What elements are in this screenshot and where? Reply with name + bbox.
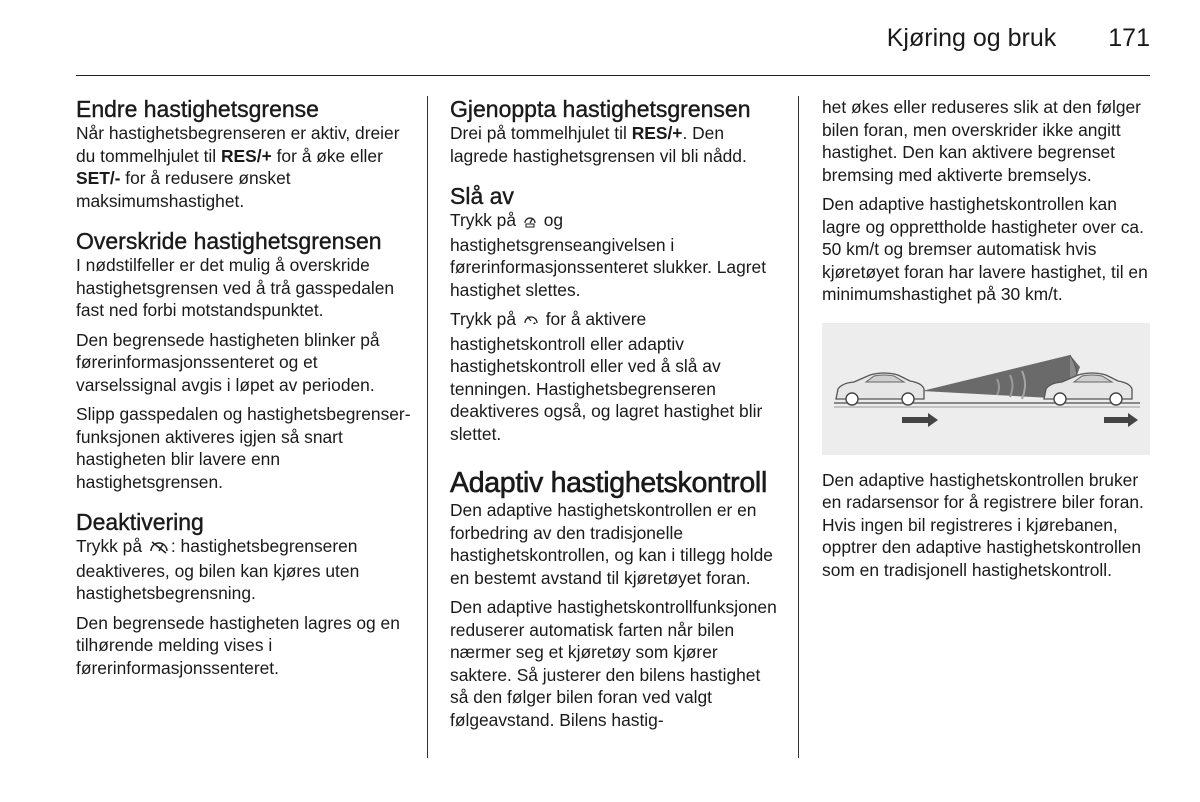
paragraph-sla-av-1 (450, 209, 780, 301)
column-left (76, 96, 412, 686)
res-label: RES/+ (220, 145, 272, 166)
paragraph-sla-av-2 (450, 308, 780, 445)
paragraph-overskride-3: Slipp gasspedalen og hastighetsbegrenser-funksjonen aktiveres igjen så snart hastigheten blir lavere enn hastighetsgrensen. (76, 404, 411, 492)
paragraph-deaktivering-2: Den begrensede hastigheten lagres og en tilhørende melding vises i førerinformasjonssenteret. (76, 612, 400, 678)
text: for å aktivere hastighetskontroll eller adaptiv hastighetskontroll eller ved å slå av tenningen. Hastighetsbegrenseren deaktiveres også, og lagret hastighet blir slettet. (450, 309, 763, 444)
speed-limiter-small-icon (523, 211, 537, 234)
heading-sla-av: Slå av (450, 183, 514, 209)
text: Trykk på (450, 210, 521, 230)
direction-arrow-icon (1104, 413, 1138, 427)
direction-arrow-icon (902, 413, 938, 427)
paragraph-gjenoppta (450, 122, 780, 167)
column-middle (450, 96, 780, 738)
text: for å øke eller (271, 145, 383, 166)
paragraph-overskride-2: Den begrensede hastigheten blinker på førerinformasjonssenteret og et varselssignal avgis i løpet av perioden. (76, 329, 380, 395)
own-car-icon (836, 373, 924, 405)
page-header (887, 24, 1150, 53)
heading-adaptiv-hastighetskontroll: Adaptiv hastighetskontroll (450, 467, 767, 499)
heading-endre-hastighetsgrense: Endre hastighetsgrense (76, 96, 319, 122)
paragraph-right-2: Den adaptive hastighetskontrollen kan lagre og opprettholde hastigheter over ca. 50 km/t og bremser automatisk hvis kjøretøyet foran har lavere hastighet, til en minimumshastighet på 30 km/t. (822, 194, 1148, 304)
text: . Den lagrede hastighetsgrensen vil bli nådd. (450, 123, 747, 166)
text: Drei på tommelhjulet til (450, 123, 632, 143)
heading-gjenoppta: Gjenoppta hastighetsgrensen (450, 96, 751, 122)
paragraph-right-3: Den adaptive hastighetskontrollen bruker en radarsensor for å registrere biler foran. Hvis ingen bil registreres i kjørebanen, opptrer den adaptive hastighetskontrollen som en tradisjonell hastighetskontroll. (822, 469, 1144, 580)
column-divider (427, 96, 428, 758)
text: : hastighetsbegrenseren deaktiveres, og bilen kan kjøres uten hastighetsbegrensning. (76, 536, 360, 603)
paragraph-adaptiv-2: Den adaptive hastighetskontrollfunksjonen reduserer automatisk farten når bilen nærmer seg et kjøretøy som kjører saktere. Så justerer den bilens hastighet så den følger bilen foran ved valgt følgeavstand. Bilens hastig- (450, 597, 777, 730)
page-number: 171 (1108, 24, 1150, 52)
radar-illustration (822, 323, 1150, 455)
text: for å redusere ønsket maksimumshastighet. (76, 168, 291, 211)
radar-diagram (822, 323, 1150, 455)
heading-overskride: Overskride hastighetsgrensen (76, 228, 382, 254)
paragraph-right-1: het økes eller reduseres slik at den følger bilen foran, men overskrider ikke angitt hastighet. Den kan aktivere begrenset bremsing med aktiverte bremselys. (822, 97, 1141, 185)
paragraph-adaptiv-1: Den adaptive hastighetskontrollen er en forbedring av den tradisjonelle hastighetskontrollen, og kan i tillegg holde en bestemt avstand til kjøretøyet foran. (450, 500, 773, 588)
text: og hastighetsgrenseangivelsen i førerinformasjonssenteret slukker. Lagret hastighet slettes. (450, 210, 767, 300)
cruise-control-icon (523, 310, 539, 333)
heading-deaktivering: Deaktivering (76, 509, 204, 535)
text: Når hastighetsbegrenseren er aktiv, dreier du tommelhjulet til (76, 123, 400, 166)
res-label: RES/+ (631, 123, 683, 143)
column-right (822, 96, 1152, 588)
speed-limiter-icon (149, 537, 169, 560)
paragraph-endre (76, 122, 412, 212)
section-title: Kjøring og bruk (886, 24, 1057, 52)
column-divider (798, 96, 799, 758)
paragraph-overskride-1: I nødstilfeller er det mulig å overskride hastighetsgrensen ved å trå gasspedalen fast ned forbi motstandspunktet. (76, 255, 395, 320)
set-label: SET/- (76, 168, 121, 188)
paragraph-deaktivering-1 (76, 535, 412, 605)
header-rule (76, 75, 1150, 76)
text: Trykk på (76, 536, 147, 556)
text: Trykk på (450, 309, 521, 329)
